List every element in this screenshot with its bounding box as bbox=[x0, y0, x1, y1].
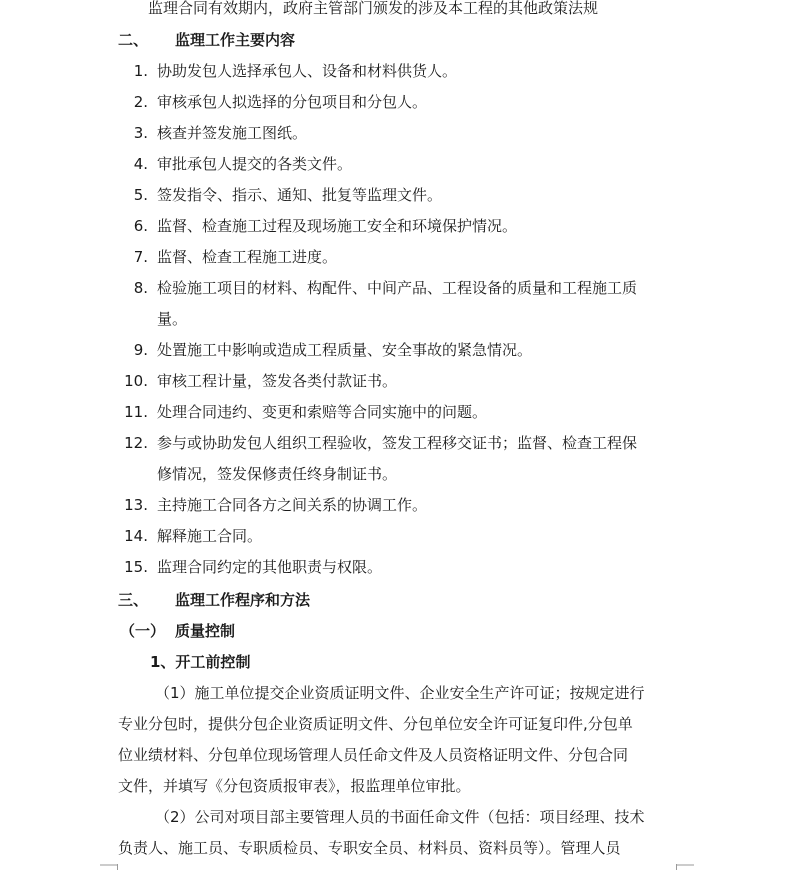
list-item-text: 审核承包人拟选择的分包项目和分包人。 bbox=[157, 93, 428, 111]
section3-number: 三、 bbox=[118, 591, 149, 609]
paragraph1-line-1: （1）施工单位提交企业资质证明文件、企业安全生产许可证；按规定进行 bbox=[155, 684, 645, 702]
list-item-text: 参与或协助发包人组织工程验收，签发工程移交证书；监督、检查工程保 bbox=[157, 434, 638, 452]
list-item-number: 15. bbox=[124, 558, 148, 576]
paragraph1-line-4: 文件，并填写《分包资质报审表》，报监理单位审批。 bbox=[118, 777, 471, 795]
list-item-number: 7. bbox=[133, 248, 148, 266]
list-item-number: 13. bbox=[124, 496, 148, 514]
subsection1-heading bbox=[120, 621, 236, 641]
list-item-text: 处理合同违约、变更和索赔等合同实施中的问题。 bbox=[157, 403, 488, 421]
section2-title: 监理工作主要内容 bbox=[175, 31, 296, 49]
list-item-text-continued: 修情况，签发保修责任终身制证书。 bbox=[157, 465, 398, 483]
list-item-number: 3. bbox=[133, 124, 148, 142]
right-crop-mark bbox=[676, 864, 694, 870]
list-item-number: 11. bbox=[124, 403, 148, 421]
list-item-text: 监督、检查施工过程及现场施工安全和环境保护情况。 bbox=[157, 217, 518, 235]
list-item-text: 审核工程计量，签发各类付款证书。 bbox=[157, 372, 398, 390]
list-item-number: 5. bbox=[133, 186, 148, 204]
list-item-text: 审批承包人提交的各类文件。 bbox=[157, 155, 353, 173]
section3-heading bbox=[118, 590, 311, 610]
section2-number: 二、 bbox=[118, 31, 149, 49]
left-crop-mark bbox=[100, 864, 118, 870]
subsection1-title: 质量控制 bbox=[175, 622, 236, 640]
paragraph2-line-1: （2）公司对项目部主要管理人员的书面任命文件（包括：项目经理、技术 bbox=[155, 808, 645, 826]
subsubsection1-heading: 1、开工前控制 bbox=[150, 653, 251, 671]
list-item-text: 核查并签发施工图纸。 bbox=[157, 124, 308, 142]
list-item-text: 监督、检查工程施工进度。 bbox=[157, 248, 338, 266]
list-item-number: 10. bbox=[124, 372, 148, 390]
list-item-text: 解释施工合同。 bbox=[157, 527, 263, 545]
list-item-number: 4. bbox=[133, 155, 148, 173]
section2-heading bbox=[118, 30, 296, 50]
paragraph2-line-2: 负责人、施工员、专职质检员、专职安全员、材料员、资料员等）。管理人员 bbox=[118, 839, 621, 857]
list-item-text: 协助发包人选择承包人、设备和材料供货人。 bbox=[157, 62, 458, 80]
list-item-text: 处置施工中影响或造成工程质量、安全事故的紧急情况。 bbox=[157, 341, 533, 359]
list-item-number: 12. bbox=[124, 434, 148, 452]
list-item-text-continued: 量。 bbox=[157, 310, 188, 328]
section3-title: 监理工作程序和方法 bbox=[175, 591, 311, 609]
list-item-number: 1. bbox=[133, 62, 148, 80]
list-item-number: 8. bbox=[133, 279, 148, 297]
paragraph1-line-3: 位业绩材料、分包单位现场管理人员任命文件及人员资格证明文件、分包合同 bbox=[118, 746, 629, 764]
list-item-text: 主持施工合同各方之间关系的协调工作。 bbox=[157, 496, 428, 514]
list-item-text: 签发指令、指示、通知、批复等监理文件。 bbox=[157, 186, 443, 204]
paragraph1-line-2: 专业分包时，提供分包企业资质证明文件、分包单位安全许可证复印件,分包单 bbox=[118, 715, 633, 733]
list-item-number: 9. bbox=[133, 341, 148, 359]
top-fragment-text: 监理合同有效期内，政府主管部门颁发的涉及本工程的其他政策法规 bbox=[148, 0, 599, 17]
list-item-text: 检验施工项目的材料、构配件、中间产品、工程设备的质量和工程施工质 bbox=[157, 279, 638, 297]
list-item-number: 2. bbox=[133, 93, 148, 111]
subsection1-number: （一） bbox=[120, 622, 166, 640]
list-item-text: 监理合同约定的其他职责与权限。 bbox=[157, 558, 383, 576]
list-item-number: 14. bbox=[124, 527, 148, 545]
list-item-number: 6. bbox=[133, 217, 148, 235]
